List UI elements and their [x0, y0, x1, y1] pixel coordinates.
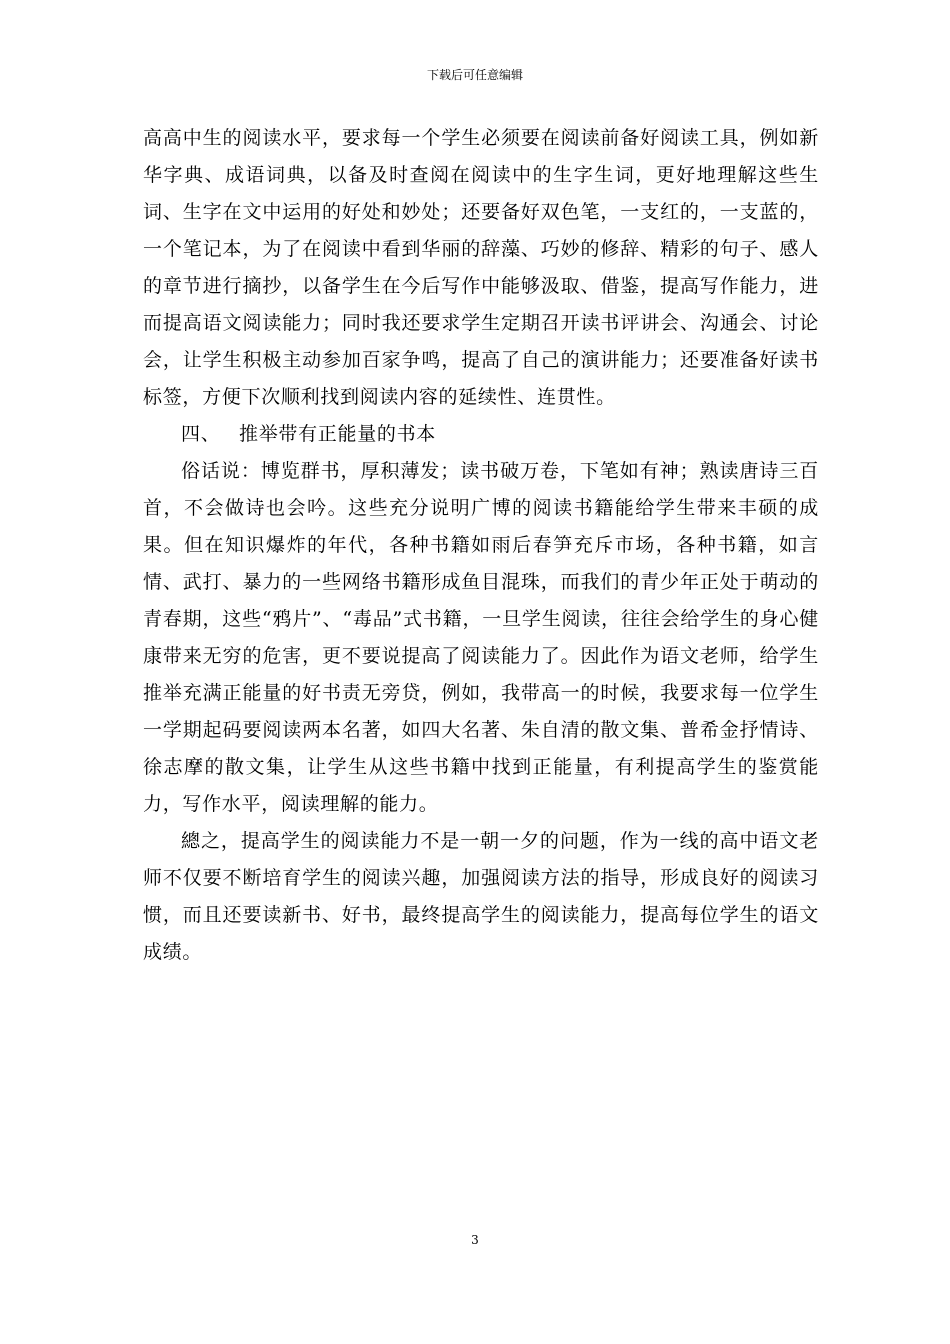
section-title: 推举带有正能量的书本	[239, 423, 437, 445]
section-number: 四、	[181, 423, 221, 445]
paragraph-conclusion: 總之，提高学生的阅读能力不是一朝一夕的问题，作为一线的高中语文老师不仅要不断培育学生的阅读兴趣，加强阅读方法的指导，形成良好的阅读习惯，而且还要读新书、好书，最终提高学生的阅读能力，提高每位学生的语文成绩。	[143, 830, 819, 963]
paragraph-reading-tools: 高高中生的阅读水平，要求每一个学生必须要在阅读前备好阅读工具，例如新华字典、成语词典，以备及时查阅在阅读中的生字生词，更好地理解这些生词、生字在文中运用的好处和妙处；还要备好双色笔，一支红的，一支蓝的，一个笔记本，为了在阅读中看到华丽的辞藻、巧妙的修辞、精彩的句子、感人的章节进行摘抄，以备学生在今后写作中能够汲取、借鉴，提高写作能力，进而提高语文阅读能力；同时我还要求学生定期召开读书评讲会、沟通会、讨论会，让学生积极主动参加百家争鸣，提高了自己的演讲能力；还要准备好读书标签，方便下次顺利找到阅读内容的延续性、连贯性。	[143, 127, 819, 408]
page-number: 3	[471, 1233, 479, 1247]
paragraph-recommend-books: 俗话说：博览群书，厚积薄发；读书破万卷，下笔如有神；熟读唐诗三百首，不会做诗也会吟。这些充分说明广博的阅读书籍能给学生带来丰硕的成果。但在知识爆炸的年代，各种书籍如雨后春笋充斥市场，各种书籍，如言情、武打、暴力的一些网络书籍形成鱼目混珠，而我们的青少年正处于萌动的青春期，这些“鸦片”、“毒品”式书籍，一旦学生阅读，往往会给学生的身心健康带来无穷的危害，更不要说提高了阅读能力了。因此作为语文老师，给学生推举充满正能量的好书责无旁贷，例如，我带高一的时候，我要求每一位学生一学期起码要阅读两本名著，如四大名著、朱自清的散文集、普希金抒情诗、徐志摩的散文集，让学生从这些书籍中找到正能量，有利提高学生的鉴赏能力，写作水平，阅读理解的能力。	[143, 460, 819, 815]
section-heading	[143, 416, 819, 453]
document-body	[143, 120, 819, 971]
page-header: 下载后可任意编辑	[426, 68, 523, 82]
